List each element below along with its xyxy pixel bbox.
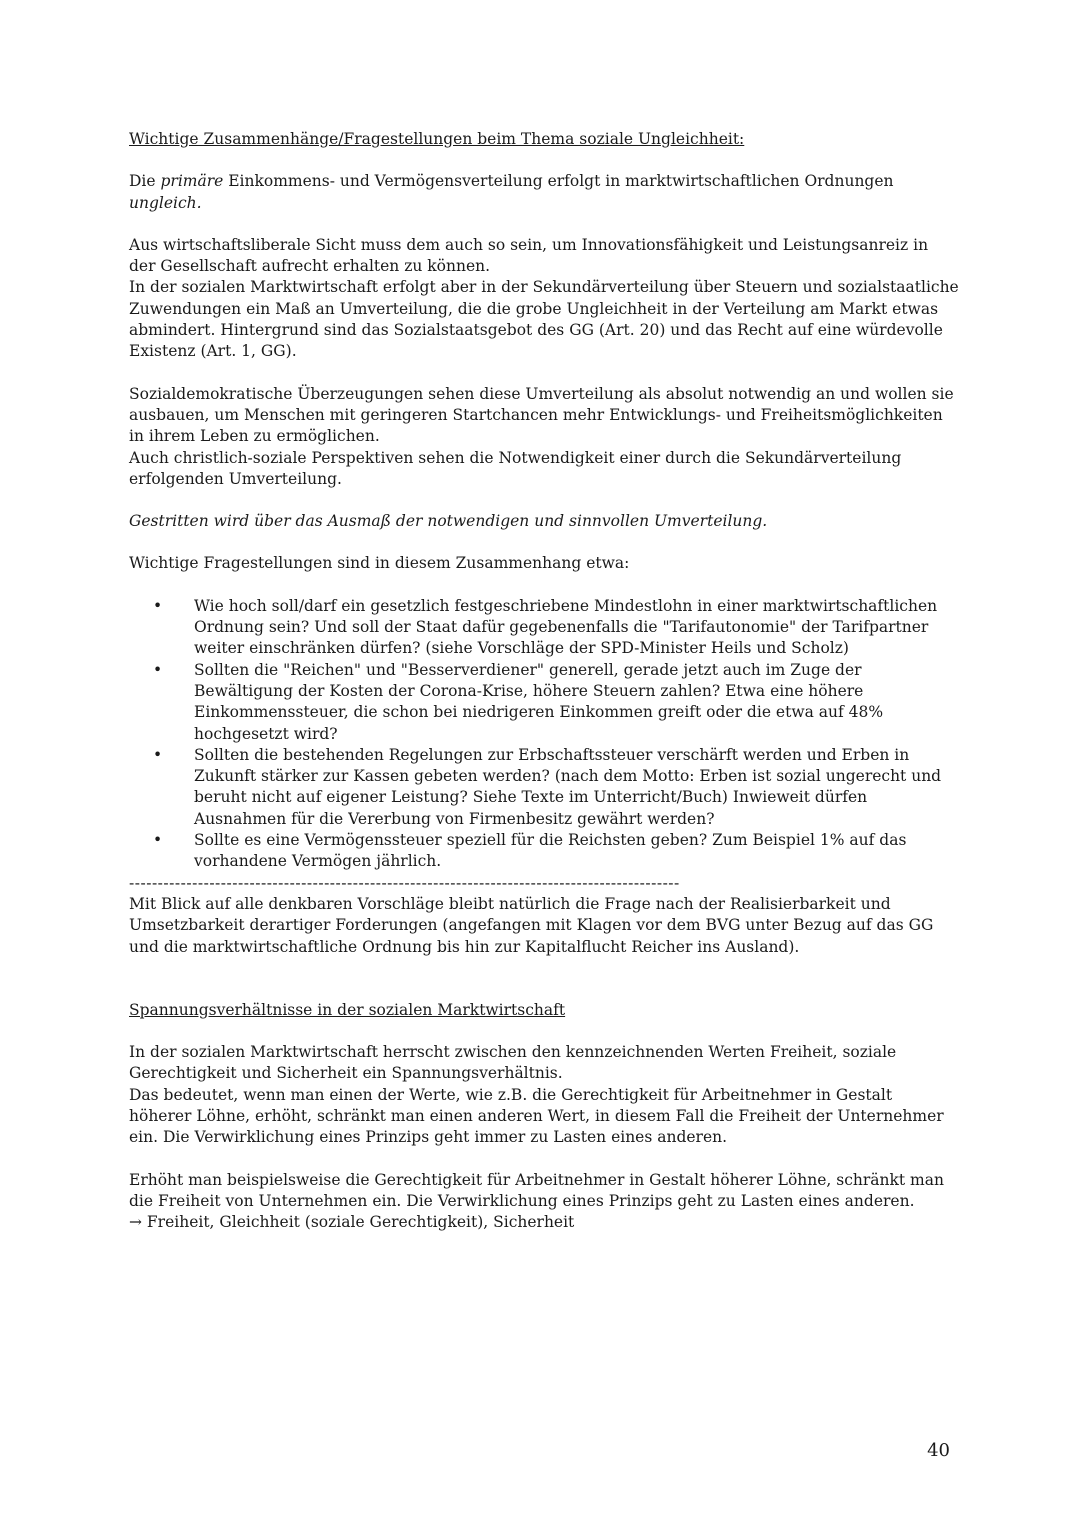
- paragraph-liberal-view: Aus wirtschaftsliberale Sicht muss dem auch so sein, um Innovationsfähigkeit und Leistungsanreiz in der Gesellschaft aufrecht erhalten zu können.: [129, 235, 929, 276]
- paragraph-feasibility: Mit Blick auf alle denkbaren Vorschläge bleibt natürlich die Frage nach der Realisierbarkeit und Umsetzbarkeit derartiger Forderungen (angefangen mit Klagen vor dem BVG unter Bezug auf das GG und die marktwirtschaftliche Ordnung bis hin zur Kapitalflucht Reicher ins Ausland).: [129, 894, 934, 956]
- paragraph-primary-distribution: [129, 171, 959, 214]
- text-span: Einkommens- und Vermögensverteilung erfolgt in marktwirtschaftlichen Ordnungen: [223, 172, 894, 191]
- list-item: • Sollten die bestehenden Regelungen zur Erbschaftssteuer verschärft werden und Erben in Zukunft stärker zur Kassen gebeten werden? (nach dem Motto: Erben ist sozial ungerecht und beruht nicht auf eigener Leistung? Siehe Texte im Unterricht/Buch) Inwieweit dürfen Ausnahmen für die Vererbung von Firmenbesitz gewährt werden?: [129, 745, 959, 830]
- emphasis-dispute: Gestritten wird über das Ausmaß der notwendigen und sinnvollen Umverteilung.: [129, 512, 768, 531]
- paragraph-values-summary: → Freiheit, Gleichheit (soziale Gerechtigkeit), Sicherheit: [129, 1213, 575, 1232]
- paragraph-example: Erhöht man beispielsweise die Gerechtigkeit für Arbeitnehmer in Gestalt höherer Löhne, schränkt man die Freiheit von Unternehmen ein. Die Verwirklichung eines Prinzips geht zu Lasten eines anderen.: [129, 1170, 944, 1210]
- paragraph-tension-values: In der sozialen Marktwirtschaft herrscht zwischen den kennzeichnenden Werten Freiheit, soziale Gerechtigkeit und Sicherheit ein Spannungsverhältnis.: [129, 1043, 897, 1083]
- paragraph-christian-social: Auch christlich-soziale Perspektiven sehen die Notwendigkeit einer durch die Sekundärverteilung erfolgenden Umverteilung.: [129, 448, 902, 488]
- list-item: • Sollten die "Reichen" und "Besserverdiener" generell, gerade jetzt auch im Zuge der Bewältigung der Kosten der Corona-Krise, höhere Steuern zahlen? Etwa eine höhere Einkommenssteuer, die schon bei niedrigeren Einkommen greift oder die etwa auf 48% hochgesetzt wird?: [129, 660, 959, 745]
- paragraph-secondary-distribution: In der sozialen Marktwirtschaft erfolgt aber in der Sekundärverteilung über Steuern und sozialstaatliche Zuwendungen ein Maß an Umverteilung, die die grobe Ungleichheit in der Verteilung am Markt etwas abmindert. Hintergrund sind das Sozialstaatsgebot des GG (Art. 20) und das Recht auf eine würdevolle Existenz (Art. 1, GG).: [129, 278, 959, 361]
- list-item: • Sollte es eine Vermögenssteuer speziell für die Reichsten geben? Zum Beispiel 1% auf das vorhandene Vermögen jährlich.: [129, 830, 959, 873]
- emphasis-unequal: ungleich.: [129, 193, 202, 212]
- paragraph-dispute: [129, 511, 959, 532]
- paragraph-questions-intro: Wichtige Fragestellungen sind in diesem Zusammenhang etwa:: [129, 554, 630, 573]
- page-number: 40: [927, 1440, 950, 1461]
- document-page: [129, 129, 959, 1233]
- emphasis-primary: primäre: [160, 172, 224, 191]
- list-item: • Wie hoch soll/darf ein gesetzlich festgeschriebene Mindestlohn in einer marktwirtschaftlichen Ordnung sein? Und soll der Staat dafür gegebenenfalls die "Tarifautonomie" der Tarifpartner weiter einschränken dürfen? (siehe Vorschläge der SPD-Minister Heils und Scholz): [129, 596, 959, 660]
- text-span: Die: [129, 172, 161, 191]
- section-heading-tensions: Spannungsverhältnisse in der sozialen Marktwirtschaft: [129, 1000, 566, 1019]
- question-list: [129, 596, 959, 873]
- paragraph-tension-meaning: Das bedeutet, wenn man einen der Werte, wie z.B. die Gerechtigkeit für Arbeitnehmer in Gestalt höherer Löhne, erhöht, schränkt man einen anderen Wert, in diesem Fall die Freiheit der Unternehmer ein. Die Verwirklichung eines Prinzips geht immer zu Lasten eines anderen.: [129, 1085, 944, 1147]
- section-heading-inequality: Wichtige Zusammenhänge/Fragestellungen beim Thema soziale Ungleichheit:: [129, 130, 745, 148]
- paragraph-social-democratic: Sozialdemokratische Überzeugungen sehen diese Umverteilung als absolut notwendig an und wollen sie ausbauen, um Menschen mit geringeren Startchancen mehr Entwicklungs- und Freiheitsmöglichkeiten in ihrem Leben zu ermöglichen.: [129, 384, 954, 446]
- dashed-separator: ------------------------------------------------------------------------------------------------: [129, 873, 680, 892]
